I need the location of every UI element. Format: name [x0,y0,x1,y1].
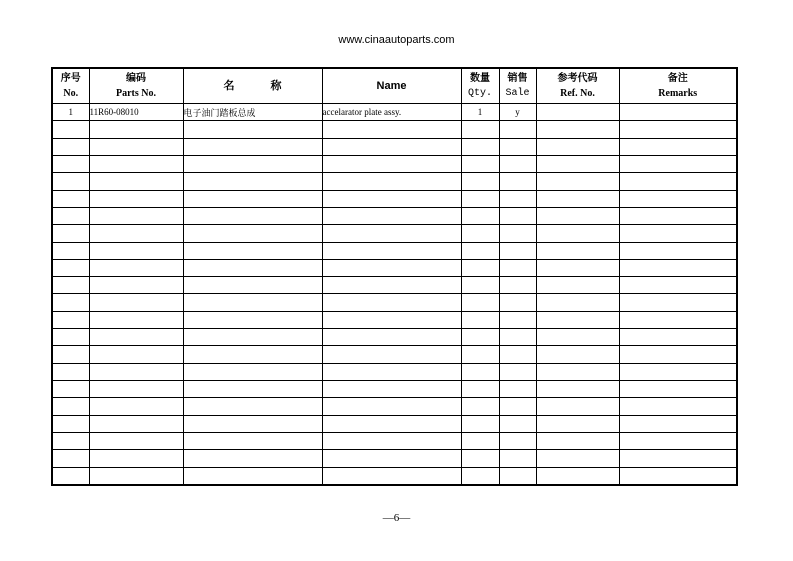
cell-ref-no [536,450,619,467]
cell-name-en [322,467,461,485]
cell-sale [499,432,536,449]
cell-parts-no [89,225,183,242]
cell-qty [461,329,499,346]
cell-no [52,173,89,190]
cell-remarks [619,398,737,415]
cell-sale [499,450,536,467]
cell-ref-no [536,415,619,432]
cell-no [52,242,89,259]
cell-parts-no: 11R60-08010 [89,104,183,121]
cell-remarks [619,225,737,242]
cell-name-zh [183,329,322,346]
cell-no [52,398,89,415]
cell-name-zh [183,138,322,155]
cell-qty [461,432,499,449]
table-row [52,104,737,121]
cell-no [52,190,89,207]
cell-name-en [322,277,461,294]
cell-no [52,450,89,467]
cell-no [52,329,89,346]
table-row-empty [52,450,737,467]
cell-parts-no [89,329,183,346]
table-row-empty [52,381,737,398]
col-header-no-zh: 序号 [60,73,81,84]
cell-ref-no [536,155,619,172]
col-header-ref-no-en: Ref. No. [560,88,595,99]
cell-ref-no [536,432,619,449]
col-header-qty-en: Qty. [467,88,492,99]
table-row-empty [52,398,737,415]
cell-sale [499,346,536,363]
cell-name-zh: 电子油门踏板总成 [183,104,322,121]
cell-ref-no [536,346,619,363]
cell-name-en [322,225,461,242]
cell-name-en [322,121,461,138]
cell-name-en [322,450,461,467]
col-header-parts-no [89,68,183,104]
table-row-empty [52,225,737,242]
cell-remarks [619,190,737,207]
cell-ref-no [536,207,619,224]
cell-parts-no [89,259,183,276]
cell-name-zh [183,415,322,432]
cell-remarks [619,155,737,172]
col-header-sale-en: Sale [505,88,530,99]
cell-parts-no [89,207,183,224]
cell-remarks [619,346,737,363]
cell-sale [499,294,536,311]
cell-remarks [619,363,737,380]
col-header-name-zh-part2: 称 [270,79,282,92]
cell-sale [499,207,536,224]
cell-parts-no [89,432,183,449]
cell-remarks [619,294,737,311]
cell-qty [461,242,499,259]
cell-name-zh [183,242,322,259]
cell-no [52,415,89,432]
table-row-empty [52,294,737,311]
cell-name-en [322,381,461,398]
table-row-empty [52,242,737,259]
cell-name-en [322,363,461,380]
cell-sale [499,311,536,328]
cell-ref-no [536,398,619,415]
cell-no [52,363,89,380]
cell-qty [461,346,499,363]
cell-sale [499,381,536,398]
cell-name-en [322,138,461,155]
col-header-sale [499,68,536,104]
cell-ref-no [536,104,619,121]
cell-sale [499,190,536,207]
cell-name-zh [183,346,322,363]
cell-sale [499,277,536,294]
cell-no [52,225,89,242]
table-row-empty [52,121,737,138]
cell-name-zh [183,173,322,190]
site-url: www.cinaautoparts.com [338,34,455,46]
col-header-name-en-label: Name [376,79,407,92]
cell-name-zh [183,450,322,467]
cell-qty [461,467,499,485]
cell-no [52,259,89,276]
cell-name-zh [183,207,322,224]
cell-no [52,311,89,328]
table-row-empty [52,346,737,363]
table-header-row [52,68,737,104]
cell-remarks [619,415,737,432]
cell-no [52,155,89,172]
cell-name-en [322,294,461,311]
cell-qty [461,155,499,172]
cell-name-zh [183,398,322,415]
cell-remarks [619,450,737,467]
cell-qty [461,363,499,380]
table-row-empty [52,190,737,207]
col-header-qty [461,68,499,104]
cell-ref-no [536,173,619,190]
col-header-name-zh [183,68,322,104]
cell-qty [461,190,499,207]
col-header-ref-no-zh: 参考代码 [557,73,598,84]
cell-ref-no [536,190,619,207]
cell-ref-no [536,329,619,346]
cell-parts-no [89,415,183,432]
cell-remarks [619,381,737,398]
cell-parts-no [89,277,183,294]
cell-sale [499,155,536,172]
cell-no [52,467,89,485]
col-header-no-en: No. [63,88,79,99]
cell-qty [461,381,499,398]
cell-parts-no [89,311,183,328]
cell-parts-no [89,346,183,363]
cell-qty [461,138,499,155]
cell-sale [499,173,536,190]
cell-sale [499,121,536,138]
cell-remarks [619,259,737,276]
cell-remarks [619,121,737,138]
cell-ref-no [536,381,619,398]
col-header-parts-no-zh: 编码 [126,73,146,84]
cell-no [52,277,89,294]
cell-name-zh [183,259,322,276]
cell-qty [461,225,499,242]
cell-parts-no [89,398,183,415]
cell-name-en [322,311,461,328]
cell-ref-no [536,311,619,328]
cell-name-zh [183,432,322,449]
cell-sale [499,138,536,155]
cell-no [52,138,89,155]
cell-no [52,207,89,224]
cell-no [52,381,89,398]
cell-sale [499,467,536,485]
cell-parts-no [89,363,183,380]
cell-qty [461,450,499,467]
cell-parts-no [89,121,183,138]
parts-table [51,67,738,486]
cell-parts-no [89,190,183,207]
cell-qty [461,294,499,311]
col-header-parts-no-en: Parts No. [116,88,156,99]
table-row-empty [52,259,737,276]
cell-qty [461,398,499,415]
cell-name-zh [183,363,322,380]
cell-ref-no [536,138,619,155]
col-header-qty-zh: 数量 [470,73,490,84]
cell-parts-no [89,155,183,172]
cell-remarks [619,467,737,485]
table-row-empty [52,415,737,432]
cell-parts-no [89,450,183,467]
col-header-name-zh-part1: 名 [223,79,235,92]
cell-ref-no [536,259,619,276]
table-row-empty [52,277,737,294]
cell-qty [461,277,499,294]
cell-name-zh [183,225,322,242]
cell-name-zh [183,155,322,172]
col-header-name-en [322,68,461,104]
table-row-empty [52,155,737,172]
table-row-empty [52,467,737,485]
table-row-empty [52,311,737,328]
cell-no [52,294,89,311]
cell-remarks [619,138,737,155]
cell-parts-no [89,242,183,259]
cell-qty [461,415,499,432]
cell-ref-no [536,121,619,138]
cell-name-zh [183,121,322,138]
cell-name-zh [183,294,322,311]
table-row-empty [52,138,737,155]
cell-sale [499,242,536,259]
cell-name-en [322,259,461,276]
col-header-no [52,68,89,104]
cell-parts-no [89,173,183,190]
cell-ref-no [536,363,619,380]
col-header-remarks-en: Remarks [658,88,698,99]
cell-name-en [322,432,461,449]
table-row-empty [52,432,737,449]
cell-name-en [322,329,461,346]
cell-name-en [322,207,461,224]
cell-parts-no [89,381,183,398]
cell-qty [461,207,499,224]
page-number: —6— [382,512,411,524]
cell-parts-no [89,467,183,485]
cell-remarks [619,104,737,121]
cell-qty [461,173,499,190]
cell-no [52,346,89,363]
cell-ref-no [536,467,619,485]
cell-qty [461,259,499,276]
cell-sale [499,225,536,242]
cell-name-zh [183,467,322,485]
cell-remarks [619,432,737,449]
table-row-empty [52,207,737,224]
cell-ref-no [536,225,619,242]
col-header-remarks-zh: 备注 [667,73,688,84]
table-row-empty [52,363,737,380]
cell-sale [499,329,536,346]
col-header-ref-no [536,68,619,104]
cell-ref-no [536,294,619,311]
cell-remarks [619,277,737,294]
cell-name-en: accelarator plate assy. [322,104,461,121]
cell-sale [499,363,536,380]
cell-qty: 1 [461,104,499,121]
cell-qty [461,121,499,138]
cell-name-zh [183,381,322,398]
cell-name-en [322,415,461,432]
cell-sale [499,415,536,432]
cell-name-zh [183,311,322,328]
col-header-sale-zh: 销售 [507,73,528,84]
cell-name-en [322,398,461,415]
cell-qty [461,311,499,328]
cell-ref-no [536,277,619,294]
cell-remarks [619,207,737,224]
cell-no [52,432,89,449]
cell-name-en [322,155,461,172]
cell-sale: y [499,104,536,121]
cell-ref-no [536,242,619,259]
table-row-empty [52,173,737,190]
cell-remarks [619,173,737,190]
table-row-empty [52,329,737,346]
cell-name-en [322,242,461,259]
col-header-remarks [619,68,737,104]
cell-parts-no [89,294,183,311]
cell-parts-no [89,138,183,155]
cell-remarks [619,242,737,259]
cell-name-zh [183,277,322,294]
cell-no: 1 [52,104,89,121]
cell-no [52,121,89,138]
cell-name-zh [183,190,322,207]
cell-remarks [619,329,737,346]
cell-sale [499,259,536,276]
cell-remarks [619,311,737,328]
cell-sale [499,398,536,415]
cell-name-en [322,346,461,363]
cell-name-en [322,190,461,207]
cell-name-en [322,173,461,190]
